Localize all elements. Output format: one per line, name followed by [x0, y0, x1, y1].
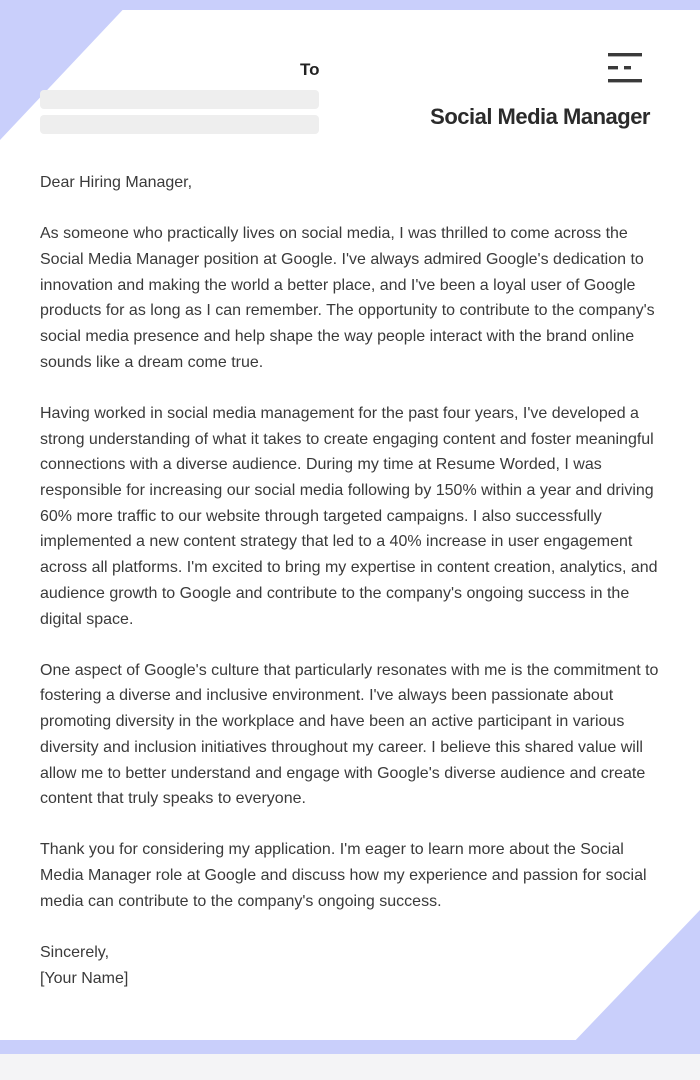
- letter-body: [40, 170, 665, 991]
- paragraph-2: Having worked in social media management for the past four years, I've developed a strong understanding of what it takes to create engaging content and foster meaningful connections with a diverse audience. During my time at Resume Worded, I was responsible for increasing our social media following by 150% within a year and driving 60% more traffic to our website through targeted campaigns. I also successfully implemented a new content strategy that led to a 40% increase in user engagement across all platforms. I'm excited to bring my expertise in content creation, analytics, and audience growth to Google and contribute to the company's ongoing success in the digital space.: [40, 404, 658, 628]
- recipient-placeholder-line-1: [40, 90, 319, 109]
- bottom-accent-band: [0, 1040, 700, 1054]
- menu-lines-icon: [607, 52, 643, 84]
- recipient-to-label: To: [300, 60, 320, 79]
- paragraph-3: One aspect of Google's culture that particularly resonates with me is the commitment to fostering a diverse and inclusive environment. I've always been passionate about promoting diversity in the workplace and have been an active participant in various diversity and inclusion initiatives throughout my career. I believe this shared value will allow me to better understand and engage with Google's diverse audience and create content that truly speaks to everyone.: [40, 661, 659, 808]
- closing: Sincerely,: [40, 944, 110, 962]
- job-title-heading: Social Media Manager: [430, 104, 650, 129]
- paragraph-1: As someone who practically lives on social media, I was thrilled to come across the Social Media Manager position at Google. I've always admired Google's dedication to innovation and making the world a better place, and I've been a loyal user of Google products for as long as I can remember. The opportunity to contribute to the company's social media presence and help shape the way people interact with the brand online sounds like a dream come true.: [40, 225, 655, 371]
- paragraph-4: Thank you for considering my application. I'm eager to learn more about the Social Media Manager role at Google and discuss how my experience and passion for social media can contribute to the company's ongoing success.: [40, 841, 647, 910]
- recipient-placeholder-line-2: [40, 115, 319, 134]
- signature-block: [40, 940, 665, 991]
- greeting: Dear Hiring Manager,: [40, 174, 193, 191]
- signature-name: [Your Name]: [40, 969, 129, 987]
